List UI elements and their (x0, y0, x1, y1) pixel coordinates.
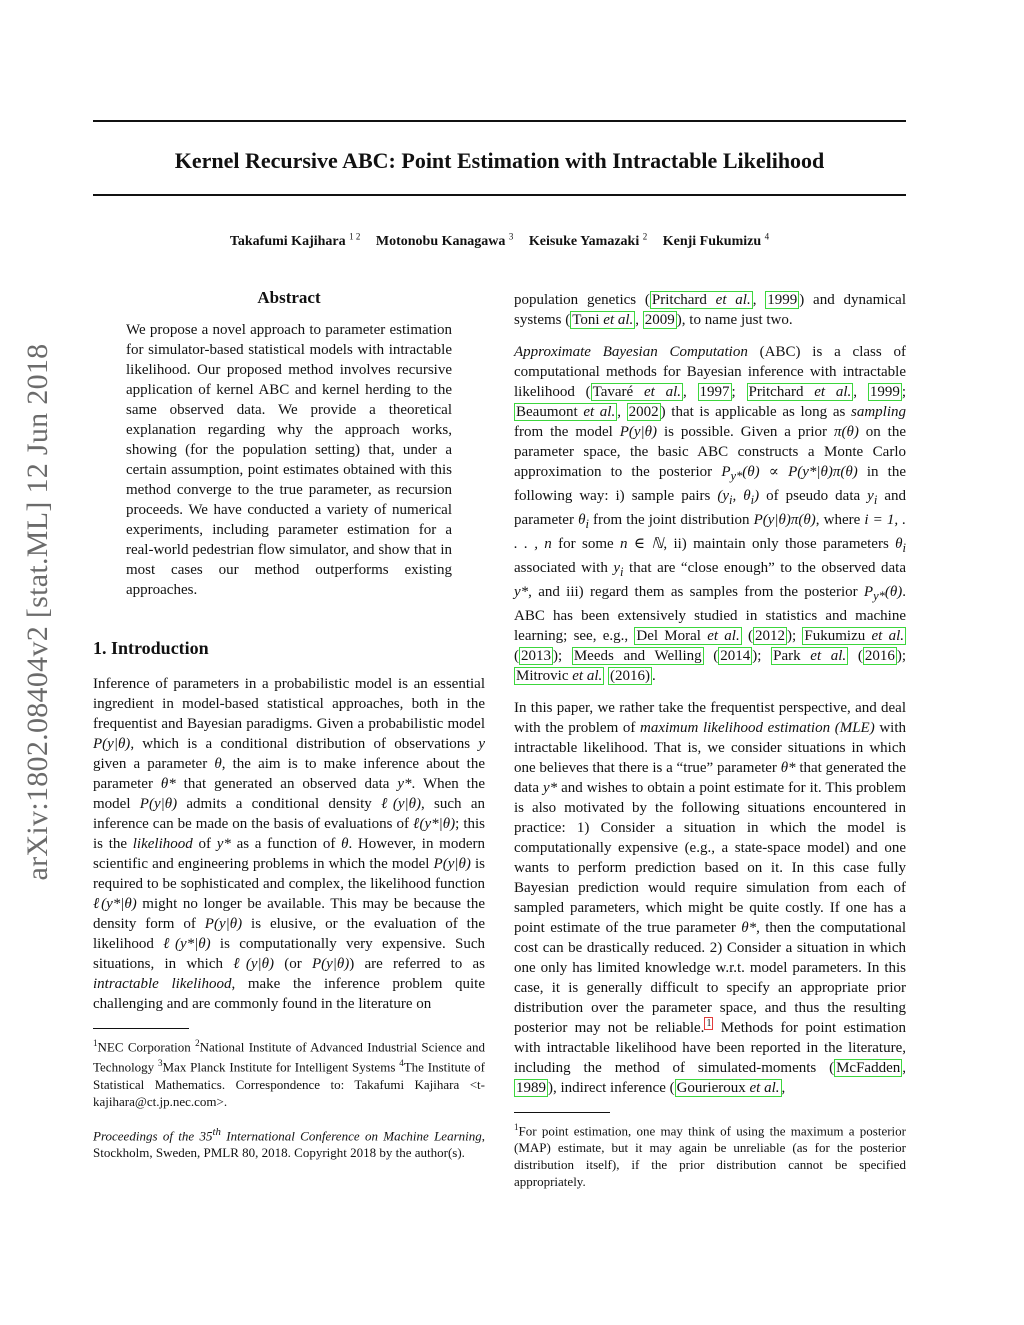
citation-link[interactable]: Del Moral et al. (636, 628, 740, 644)
author: Kenji Fukumizu $^4$ (662, 231, 770, 249)
author-list (93, 231, 906, 250)
citation-link[interactable]: 2014 (720, 648, 751, 664)
footnote-rule (93, 1028, 189, 1029)
citation-link[interactable]: Toni et al. (572, 312, 634, 328)
abstract-heading: Abstract (257, 288, 321, 307)
title-rule-top (93, 120, 906, 122)
citation-link[interactable]: Pritchard et al. (651, 292, 751, 308)
body-paragraph: In this paper, we rather take the frequentist perspective, and deal with the problem of maximum likelihood estimation (MLE) with intractable likelihood. That is, we consider situations in which one believes that there is a “true” parameter θ* that generated the data y* and wishes to obtain a point estimate for it. This problem is also motivated by the following situations encountered in practice: 1) Consider a situation in which the model is computationally expensive (e.g., a state-space model) and one wants to perform prediction based on it. In this case fully Bayesian prediction would require simulation from each of sampled parameters, which might be quite costly. If one has a point estimate of the true parameter θ*, then the computational cost can be drastically reduced. 2) Consider a situation in which one only has limited knowledge w.r.t. model parameters. In this case, it is generally difficult to specify an appropriate prior distribution over the parameter space, and thus the resulting posterior may not be reliable. $^1$ Methods for point estimation with intractable likelihood have been reported in the literature, including the method of simulated-moments ( McFadden , 1989 ), indirect inference ( Gourieroux et al. , (514, 700, 907, 1096)
citation-link[interactable]: Park et al. (773, 648, 847, 664)
citation-link[interactable]: 1999 (767, 292, 798, 308)
citation-link[interactable]: 1997 (699, 384, 730, 400)
citation-link[interactable]: Meeds and Welling (573, 648, 702, 664)
left-column (93, 286, 485, 1161)
citation-link[interactable]: 1999 (869, 384, 900, 400)
section-heading: 1. Introduction (93, 638, 209, 658)
body-paragraph: Approximate Bayesian Computation (ABC) is a class of computational methods for Bayesian inference with intractable likelihood ( Tavaré et al. , 1997 ; Pritchard et al. , 1999 ; Beaumont et al. , 2002 ) that is applicable as long as sampling from the model P(y|θ) is possible. Given a prior π(θ) on the parameter space, the basic ABC constructs a Monte Carlo approximation to the posterior $P_{y*}(\theta) \propto P(y*|\theta)\pi(\theta)$ in the following way: i) sample pairs ($y_i$, $\theta_i$) of pseudo data $y_i$ and parameter $\theta_i$ from the joint distribution P(y|θ)π(θ), where i = 1, . . . , n for some n ∈ ℕ, ii) maintain only those parameters $\theta_i$ associated with $y_i$ that are “close enough” to the observed data y*, and iii) regard them as samples from the posterior $P_{y*}(\theta)$. ABC has been extensively studied in statistics and machine learning; see, e.g., Del Moral et al. ( 2012 ); Fukumizu et al. ( 2013 ); Meeds and Welling ( 2014 ); Park et al. ( 2016 ); Mitrovic et al. (2016) . (514, 344, 907, 684)
footnote-ref-link[interactable]: 1 (706, 1018, 712, 1029)
right-column (514, 290, 906, 1190)
footnote: $^1$For point estimation, one may think of using the maximum a posterior (MAP) estimate, but it may again be unreliable (as for the posterior distribution itself), if the prior distribution cannot be specified appropriately. (514, 1122, 906, 1190)
affiliations-footnote: $^1$NEC Corporation $^2$National Institute of Advanced Industrial Science and Technology $^3$Max Planck Institute for Intelligent Systems $^4$The Institute of Statistical Mathematics. Correspondence to: Takafumi Kajihara <t-kajihara@ct.jp.nec.com>. (93, 1038, 485, 1109)
citation-link[interactable]: 2016 (864, 648, 895, 664)
citation-link[interactable]: Pritchard et al. (748, 384, 852, 400)
citation-link[interactable]: McFadden (836, 1060, 901, 1076)
footnote-rule (514, 1112, 610, 1113)
citation-link[interactable]: 2012 (754, 628, 785, 644)
intro-paragraph: Inference of parameters in a probabilistic model is an essential ingredient in model-based statistical approaches, both in the frequentist and Bayesian paradigms. Given a probabilistic model P(y|θ), which is a conditional distribution of observations y given a parameter θ, the aim is to make inference about the parameter θ* that generated an observed data y*. When the model P(y|θ) admits a conditional density ℓ(y|θ), such an inference can be made on the basis of evaluations of ℓ(y*|θ); this is the likelihood of y* as a function of θ. However, in modern scientific and engineering problems in which the model P(y|θ) is required to be sophisticated and complex, the likelihood function ℓ(y*|θ) might no longer be available. This may be because the density form of P(y|θ) is elusive, or the evaluation of the likelihood ℓ(y*|θ) is computationally very expensive. Such situations, in which ℓ(y|θ) (or P(y|θ)) are referred to as intractable likelihood, make the inference problem quite challenging and are commonly found in the literature on (93, 676, 486, 1012)
citation-link[interactable]: Beaumont et al. (516, 404, 616, 420)
proceedings-note: Proceedings of the 35th International Conference on Machine Learning, Stockholm, Sweden, PMLR 80, 2018. Copyright 2018 by the author(s). (93, 1125, 485, 1160)
abstract-text: We propose a novel approach to parameter estimation for simulator-based statistical models with intractable likelihood. Our proposed method involves recursive application of kernel ABC and kernel herding to the same observed data. We provide a theoretical explanation regarding why the approach works, showing (for the population setting) that, under a certain assumption, point estimates obtained with this method converge to the true parameter, as recursion proceeds. We have conducted a variety of numerical experiments, including parameter estimation for a real-world pedestrian flow simulator, and show that in most cases our method outperforms existing approaches. (126, 322, 452, 598)
author: Takafumi Kajihara $^{1 2}$ (229, 231, 361, 249)
paper-title: Kernel Recursive ABC: Point Estimation with Intractable Likelihood (174, 148, 825, 173)
title-rule-bottom (93, 194, 906, 196)
citation-link[interactable]: Tavaré et al. (592, 384, 682, 400)
citation-link[interactable]: 2002 (628, 404, 659, 420)
citation-link[interactable]: 2013 (521, 648, 551, 664)
arxiv-stamp (22, 0, 54, 1325)
citation-link[interactable]: Gourieroux et al. (676, 1080, 780, 1096)
author: Motonobu Kanagawa $^3$ (375, 231, 514, 249)
arxiv-id-text: arXiv:1802.08404v2 [stat.ML] 12 Jun 2018 (21, 343, 54, 881)
citation-link[interactable]: 2009 (644, 312, 675, 328)
author: Keisuke Yamazaki $^2$ (528, 231, 648, 249)
body-paragraph: population genetics ( Pritchard et al. , 1999 ) and dynamical systems ( Toni et al. , 2009 ), to name just two. (514, 292, 906, 328)
citation-link[interactable]: (2016) (610, 668, 650, 684)
citation-link[interactable]: Fukumizu et al. (804, 628, 904, 644)
citation-link[interactable]: Mitrovic et al. (516, 668, 603, 684)
citation-link[interactable]: 1989 (516, 1080, 546, 1096)
